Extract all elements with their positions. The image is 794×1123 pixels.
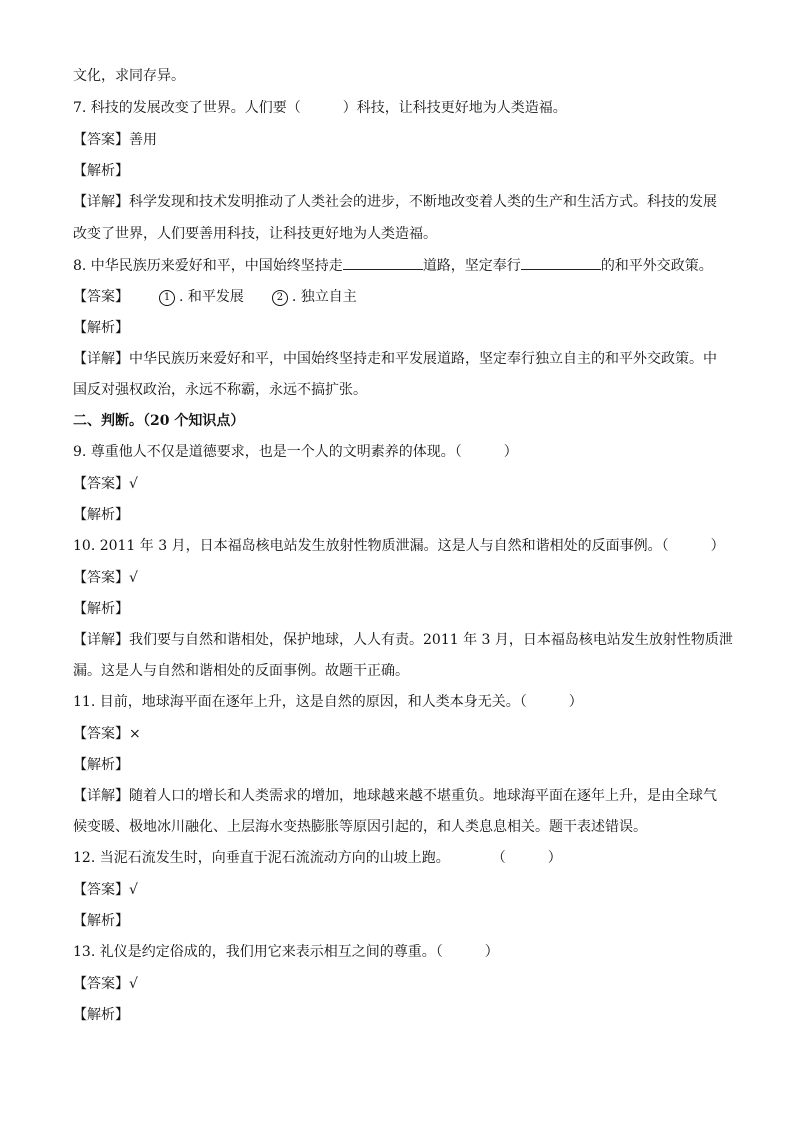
- answer-value: √: [129, 976, 138, 992]
- question-8: [73, 255, 723, 275]
- answer-tag: 【答案】: [73, 289, 129, 305]
- detail-text: 改变了世界，人们要善用科技，让科技更好地为人类造福。: [73, 226, 437, 242]
- analysis-tag: 【解析】: [73, 757, 129, 773]
- question-text: 道路，坚定奉行: [422, 258, 521, 274]
- analysis-tag: 【解析】: [73, 601, 129, 617]
- detail-text: 【详解】中华民族历来爱好和平，中国始终坚持走和平发展道路，坚定奉行独立自主的和平外交政策。中: [73, 351, 717, 367]
- analysis-tag: 【解析】: [73, 163, 129, 179]
- analysis-tag: 【解析】: [73, 1007, 129, 1023]
- answer-tag: 【答案】: [73, 882, 129, 898]
- answer-value: ×: [129, 726, 141, 742]
- analysis-tag: 【解析】: [73, 320, 129, 336]
- question-11: 11. 目前，地球海平面在逐年上升，这是自然的原因，和人类本身无关。（ ）: [73, 694, 583, 710]
- question-text: 的和平外交政策。: [600, 258, 713, 274]
- circled-number-1: 1: [159, 290, 175, 306]
- answer-line: [73, 880, 723, 900]
- answer-line: [73, 287, 723, 307]
- answer-paren: （ ）: [491, 850, 562, 866]
- answer-tag: 【答案】: [73, 570, 129, 586]
- analysis-tag: 【解析】: [73, 913, 129, 929]
- question-text: 8. 中华民族历来爱好和平，中国始终坚持走: [73, 258, 343, 274]
- detail-text: 漏。这是人与自然和谐相处的反面事例。故题干正确。: [73, 663, 409, 679]
- answer-tag: 【答案】: [73, 726, 129, 742]
- answer-tag: 【答案】: [73, 976, 129, 992]
- question-7: 7. 科技的发展改变了世界。人们要（ ）科技，让科技更好地为人类造福。: [73, 100, 567, 116]
- detail-text: 国反对强权政治，永远不称霸，永远不搞扩张。: [73, 382, 367, 398]
- section-heading: 二、判断。（20 个知识点）: [73, 413, 245, 429]
- question-9: 9. 尊重他人不仅是道德要求，也是一个人的文明素养的体现。（ ）: [73, 444, 518, 460]
- answer-tag: 【答案】: [73, 476, 129, 492]
- detail-text: 【详解】科学发现和技术发明推动了人类社会的进步，不断地改变着人类的生产和生活方式。科技的发展: [73, 194, 717, 210]
- fill-blank: [521, 255, 601, 270]
- answer-value: √: [129, 882, 138, 898]
- text-line: 文化，求同存异。: [73, 68, 185, 84]
- answer-line: [73, 568, 723, 588]
- question-13: 13. 礼仪是约定俗成的，我们用它来表示相互之间的尊重。（ ）: [73, 944, 499, 960]
- answer-value: . 和平发展: [179, 289, 244, 305]
- fill-blank: [343, 255, 423, 270]
- answer-value: . 独立自主: [291, 289, 357, 305]
- answer-value: 善用: [129, 132, 157, 148]
- question-10: 10. 2011 年 3 月，日本福岛核电站发生放射性物质泄漏。这是人与自然和谐相处的反面事例。（ ）: [73, 538, 725, 554]
- detail-text: 候变暖、极地冰川融化、上层海水变热膨胀等原因引起的，和人类息息相关。题干表述错误。: [73, 819, 647, 835]
- detail-text: 【详解】我们要与自然和谐相处，保护地球，人人有责。2011 年 3 月，日本福岛核电站发生放射性物质泄: [73, 632, 733, 648]
- analysis-tag: 【解析】: [73, 507, 129, 523]
- answer-value: √: [129, 570, 138, 586]
- answer-tag: 【答案】: [73, 132, 129, 148]
- answer-line: [73, 130, 723, 150]
- circled-number-2: 2: [272, 290, 288, 306]
- answer-value: √: [129, 476, 138, 492]
- answer-line: [73, 474, 723, 494]
- answer-line: [73, 724, 723, 744]
- answer-line: [73, 974, 723, 994]
- question-12: [73, 848, 723, 868]
- detail-text: 【详解】随着人口的增长和人类需求的增加，地球越来越不堪重负。地球海平面在逐年上升，是由全球气: [73, 788, 717, 804]
- question-text: 12. 当泥石流发生时，向垂直于泥石流流动方向的山坡上跑。: [73, 850, 450, 866]
